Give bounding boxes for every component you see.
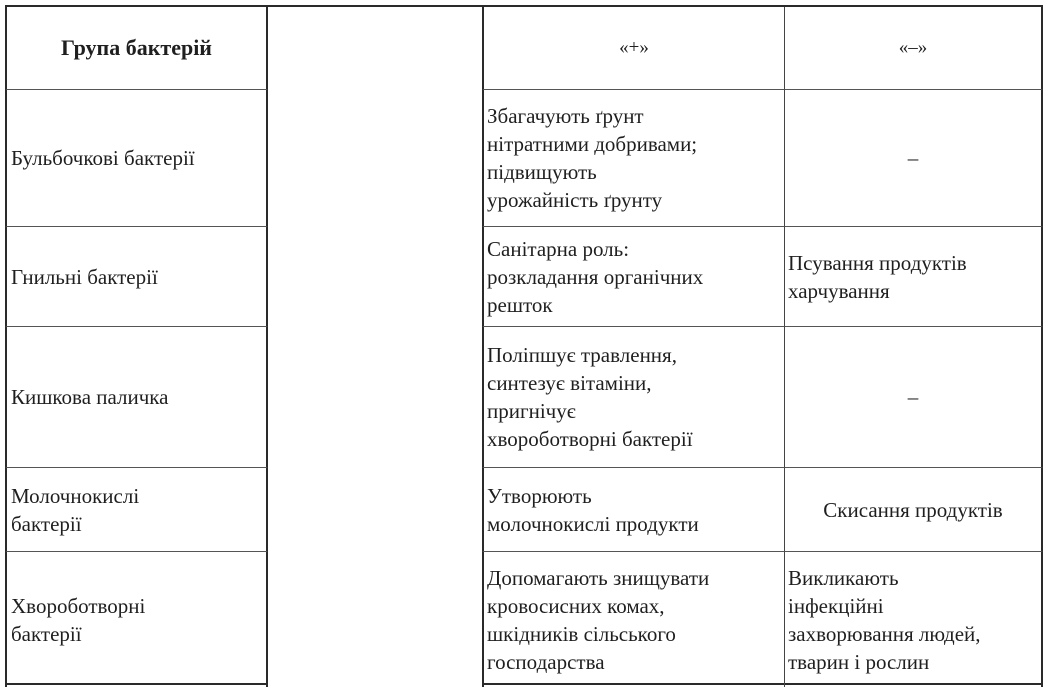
group-cell: Хвороботворні бактерії bbox=[5, 552, 268, 687]
group-cell: Кишкова паличка bbox=[5, 327, 268, 468]
blank-gap bbox=[268, 468, 482, 552]
blank-gap bbox=[268, 327, 482, 468]
header-minus-cell: «–» bbox=[785, 7, 1043, 90]
minus-cell: Викликають інфекційні захворювання людей, тварин і рослин bbox=[785, 552, 1043, 687]
header-group-cell: Група бактерій bbox=[5, 7, 268, 90]
minus-cell: Псування продуктів харчування bbox=[785, 227, 1043, 327]
minus-cell: – bbox=[785, 90, 1043, 227]
plus-cell: Утворюють молочнокислі продукти bbox=[482, 468, 785, 552]
group-cell: Молочнокислі бактерії bbox=[5, 468, 268, 552]
plus-cell: Допомагають знищувати кровосисних комах, шкідників сільського господарства bbox=[482, 552, 785, 687]
minus-cell: Скисання продуктів bbox=[785, 468, 1043, 552]
blank-gap bbox=[268, 90, 482, 227]
plus-cell: Поліпшує травлення, синтезує вітаміни, пригнічує хвороботворні бактерії bbox=[482, 327, 785, 468]
plus-cell: Збагачують ґрунт нітратними добривами; підвищують урожайність ґрунту bbox=[482, 90, 785, 227]
plus-cell: Санітарна роль: розкладання органічних решток bbox=[482, 227, 785, 327]
bacteria-table bbox=[5, 5, 1043, 685]
group-cell: Бульбочкові бактерії bbox=[5, 90, 268, 227]
header-plus-cell: «+» bbox=[482, 7, 785, 90]
group-cell: Гнильні бактерії bbox=[5, 227, 268, 327]
minus-cell: – bbox=[785, 327, 1043, 468]
blank-gap bbox=[268, 552, 482, 687]
blank-gap bbox=[268, 7, 482, 90]
blank-gap bbox=[268, 227, 482, 327]
